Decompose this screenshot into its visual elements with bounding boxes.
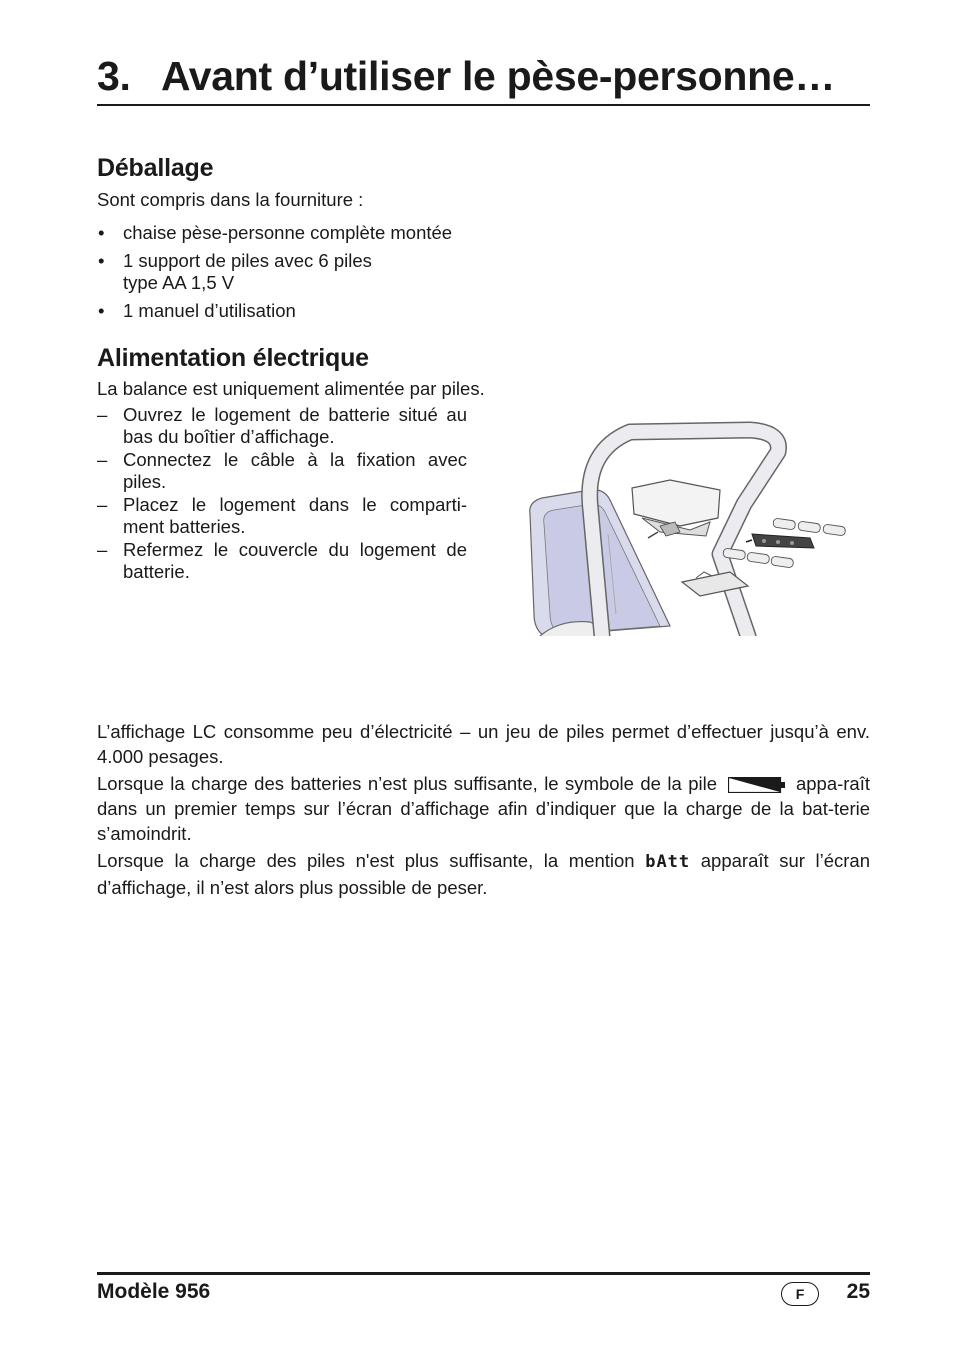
- list-item: – Connectez le câble à la fixation avec piles.: [97, 449, 467, 492]
- battery-low-icon: [728, 777, 786, 793]
- paragraph-consumption: L’affichage LC consomme peu d’électricité – un jeu de piles permet d’effectuer jusqu’à env. 4.000 pesages.: [97, 721, 870, 767]
- paragraph-batt-warning: Lorsque la charge des piles n'est plus suffisante, la mention bAtt apparaît sur l’écran d’affichage, il n’est alors plus possible de peser.: [97, 850, 871, 898]
- list-item: – Ouvrez le logement de batterie situé au bas du boîtier d’affichage.: [97, 404, 467, 447]
- list-item: • 1 manuel d’utilisation: [97, 300, 517, 322]
- list-item: – Placez le logement dans le comparti-ment batteries.: [97, 494, 467, 537]
- title-divider: [97, 104, 870, 106]
- section-title: Avant d’utiliser le pèse-personne…: [161, 53, 836, 99]
- list-item: • chaise pèse-personne complète montée: [97, 222, 517, 244]
- unpacking-heading: Déballage: [97, 154, 214, 182]
- battery-compartment-illustration: [520, 414, 850, 636]
- section-number: 3.: [97, 53, 131, 99]
- unpacking-list: [97, 222, 517, 328]
- power-steps: [97, 404, 467, 584]
- unpacking-intro: Sont compris dans la fourniture :: [97, 189, 364, 210]
- paragraph-low-battery: Lorsque la charge des batteries n’est plus suffisante, le symbole de la pile appa-raît dans un premier temps sur l’écran d’affichage afin d’indiquer que la charge de la bat-terie s’amoindrit.: [97, 773, 870, 844]
- lcd-batt-indicator: bAtt: [645, 852, 691, 872]
- list-item: • 1 support de piles avec 6 piles type AA 1,5 V: [97, 250, 517, 294]
- page-number: 25: [846, 1280, 870, 1303]
- power-intro: La balance est uniquement alimentée par piles.: [97, 378, 485, 399]
- power-heading: Alimentation électrique: [97, 344, 369, 372]
- language-badge: F: [781, 1282, 819, 1306]
- footer-model: Modèle 956: [97, 1280, 211, 1303]
- footer-divider: [97, 1272, 870, 1275]
- list-item: – Refermez le couvercle du logement de batterie.: [97, 539, 467, 582]
- page-title: [97, 52, 870, 100]
